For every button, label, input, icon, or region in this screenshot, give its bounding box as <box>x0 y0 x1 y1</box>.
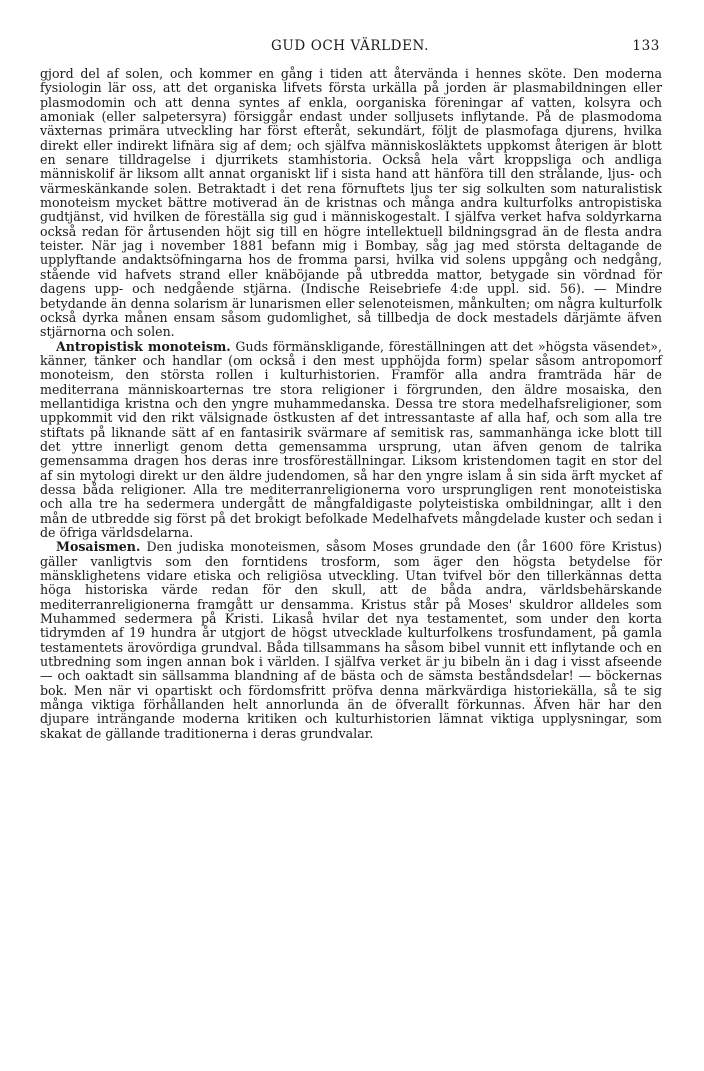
section-heading: Mosaismen. <box>56 539 141 555</box>
paragraph <box>40 67 662 340</box>
paragraph-text: gjord del af solen, och kommer en gång i tiden att återvända i hennes sköte. Den moderna fysiologin lär oss, att det organiska lifvets första urkälla på jorden är plasmabildningen eller plasmodomin och att denna syntes af enkla, oorganiska föreningar af vatten, kolsyra och amoniak (eller salpetersyra) försiggår endast under solljusets inflytande. På de plasmodoma växternas primära utveckling har först efteråt, sekundärt, följt de plasmofaga djurens, hvilka direkt eller indirekt lifnära sig af dem; och själfva människosläktets uppkomst återigen är blott en senare tilldragelse i djurrikets stamhistoria. Också hela vårt kroppsliga och andliga människolif är liksom allt annat organiskt lif i sista hand att hänföra till den strålande, ljus- och värmeskänkande solen. Betraktadt i det rena förnuftets ljus ter sig solkulten som naturalistisk monoteism mycket bättre motiverad än de kristnas och många andra kulturfolks antropistiska gudtjänst, vid hvilken de föreställa sig gud i människogestalt. I själfva verket hafva soldyrkarna också redan för årtusenden höjt sig till en högre intellektuell bildningsgrad än de flesta andra teister. När jag i november 1881 befann mig i Bombay, såg jag med största deltagande de upplyftande andaktsöfningarna hos de fromma parsi, hvilka vid solens uppgång och nedgång, stående vid hafvets strand eller knäböjande på utbredda mattor, betygade sin vördnad för dagens upp- och nedgående stjärna. (Indische Reisebriefe 4:de uppl. sid. 56). — Mindre betydande än denna solarism är lunarismen eller selenoteismen, månkulten; om några kulturfolk också dyrka månen ensam såsom gudomlighet, så tillbedja de dock mestadels därjämte äfven stjärnorna och solen. <box>40 66 662 340</box>
running-header <box>40 38 660 58</box>
paragraph-text: Den judiska monoteismen, såsom Moses grundade den (år 1600 före Kristus) gäller vanligtvis som den forntidens trosform, som äger den högsta betydelse för mänsklighetens vidare etiska och religiösa utveckling. Utan tvifvel bör den tillerkännas detta höga historiska värde redan för den skull, att de båda andra, världsbehärskande mediterranreligionerna framgått ur densamma. Kristus står på Moses' skuldror alldeles som Muhammed sedermera på Kristi. Likaså hvilar det nya testamentet, som under den korta tidrymden af 19 hundra år utgjort de högst utvecklade kulturfolkens trosfundament, på gamla testamentets ärovördiga grundval. Båda tillsammans ha såsom bibel vunnit ett inflytande och en utbredning som ingen annan bok i världen. I själfva verket är ju bibeln än i dag i visst afseende — och oaktadt sin sällsamma blandning af de bästa och de sämsta beståndsdelar! — böckernas bok. Men när vi opartiskt och fördomsfritt pröfva denna märkvärdiga historiekälla, så te sig många viktiga förhållanden helt annorlunda än de öfverallt förkunnas. Äfven här har den djupare inträngande moderna kritiken och kulturhistorien lämnat viktiga upplysningar, som skakat de gällande traditionerna i deras grundvalar. <box>40 539 662 741</box>
paragraph-text: Guds förmänskligande, föreställningen att det »högsta väsendet», känner, tänker och handlar (om också i den mest upphöjda form) spelar såsom antropomorf monoteism, den största rollen i kulturhistorien. Framför alla andra framträda här de mediterrana människoarternas tre stora religioner i förgrunden, den äldre mosaiska, den mellantidiga kristna och den yngre muhammedanska. Dessa tre stora medelhafsreligioner, som uppkommit vid den rikt välsignade östkusten af det intressantaste af alla haf, och som alla tre stiftats på liknande sätt af en fantasirik svärmare af semitisk ras, sammanhänga icke blott till det yttre innerligt genom detta gemensamma ursprung, utan äfven genom de talrika gemensamma dragen hos deras inre trosföreställningar. Liksom kristendomen tagit en stor del af sin mytologi direkt ur den äldre judendomen, så har den yngre islam å sin sida ärft mycket af dessa båda religioner. Alla tre mediterranreligionerna voro ursprungligen rent monoteistiska och alla tre ha sedermera undergått de mångfaldigaste polyteistiska ombildningar, allt i den mån de utbredde sig först på det brokigt befolkade Medelhafvets mångdelade kuster och sedan i de öfriga världsdelarna. <box>40 338 662 540</box>
section-heading: Antropistisk monoteism. <box>56 338 231 354</box>
running-title: GUD OCH VÄRLDEN. <box>271 38 429 54</box>
paragraph <box>40 540 662 741</box>
paragraph <box>40 340 662 541</box>
body-text <box>40 67 662 741</box>
page-number: 133 <box>632 38 660 54</box>
